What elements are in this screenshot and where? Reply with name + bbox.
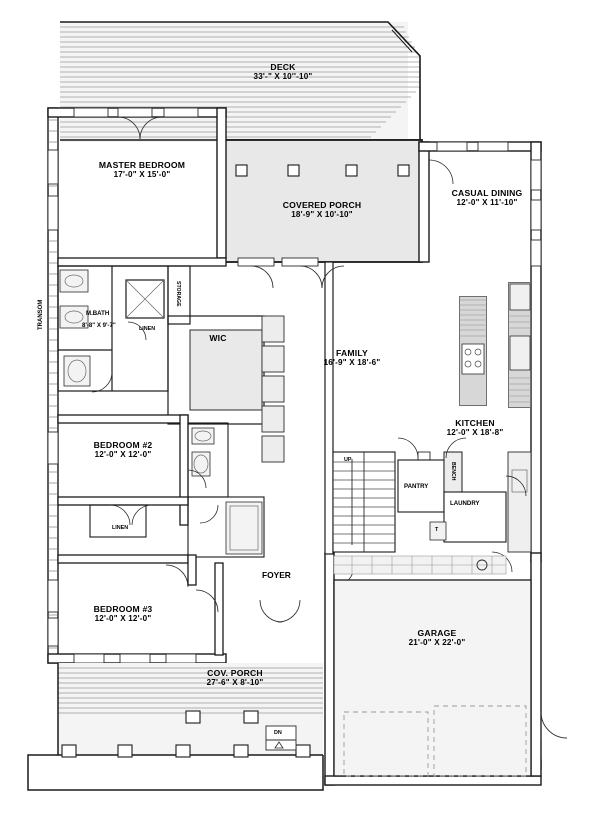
room-label-master-bedroom: MASTER BEDROOM 17'-0" X 15'-0" bbox=[98, 160, 186, 180]
mbath-dims: 8'-8" X 9'-7" bbox=[82, 322, 116, 329]
linen-master-label: LINEN bbox=[139, 326, 156, 332]
room-label-wic: WIC bbox=[209, 333, 227, 343]
room-label-cov-porch: COV. PORCH 27'-6" X 8'-10" bbox=[206, 668, 264, 688]
room-label-covered-porch: COVERED PORCH 18'-9" X 10'-10" bbox=[282, 200, 362, 220]
room-label-bedroom3: BEDROOM #3 12'-0" X 12'-0" bbox=[93, 604, 153, 624]
foyer-label: FOYER bbox=[262, 570, 291, 580]
room-label-bedroom2: BEDROOM #2 12'-0" X 12'-0" bbox=[93, 440, 153, 460]
room-label-garage: GARAGE 21'-0" X 22'-0" bbox=[408, 628, 466, 648]
transom-label: TRANSOM bbox=[38, 299, 44, 330]
mbath-label: M.BATH bbox=[86, 310, 110, 317]
linen-hall-label: LINEN bbox=[112, 525, 129, 531]
dn-label: DN bbox=[274, 730, 282, 736]
room-label-family: FAMILY 16'-9" X 18'-6" bbox=[323, 348, 381, 368]
storage-label: STORAGE bbox=[175, 281, 181, 307]
room-label-deck: DECK 33'-" X 10''-10" bbox=[253, 62, 313, 82]
room-label-casual-dining: CASUAL DINING 12'-0" X 11'-10" bbox=[451, 188, 523, 208]
laundry-label: LAUNDRY bbox=[450, 500, 480, 507]
up-label: UP bbox=[344, 457, 352, 463]
bench-label: BENCH bbox=[450, 462, 456, 481]
room-label-kitchen: KITCHEN 12'-0" X 18'-8" bbox=[446, 418, 504, 438]
t-label: T bbox=[435, 527, 439, 533]
pantry-label: PANTRY bbox=[404, 483, 429, 490]
